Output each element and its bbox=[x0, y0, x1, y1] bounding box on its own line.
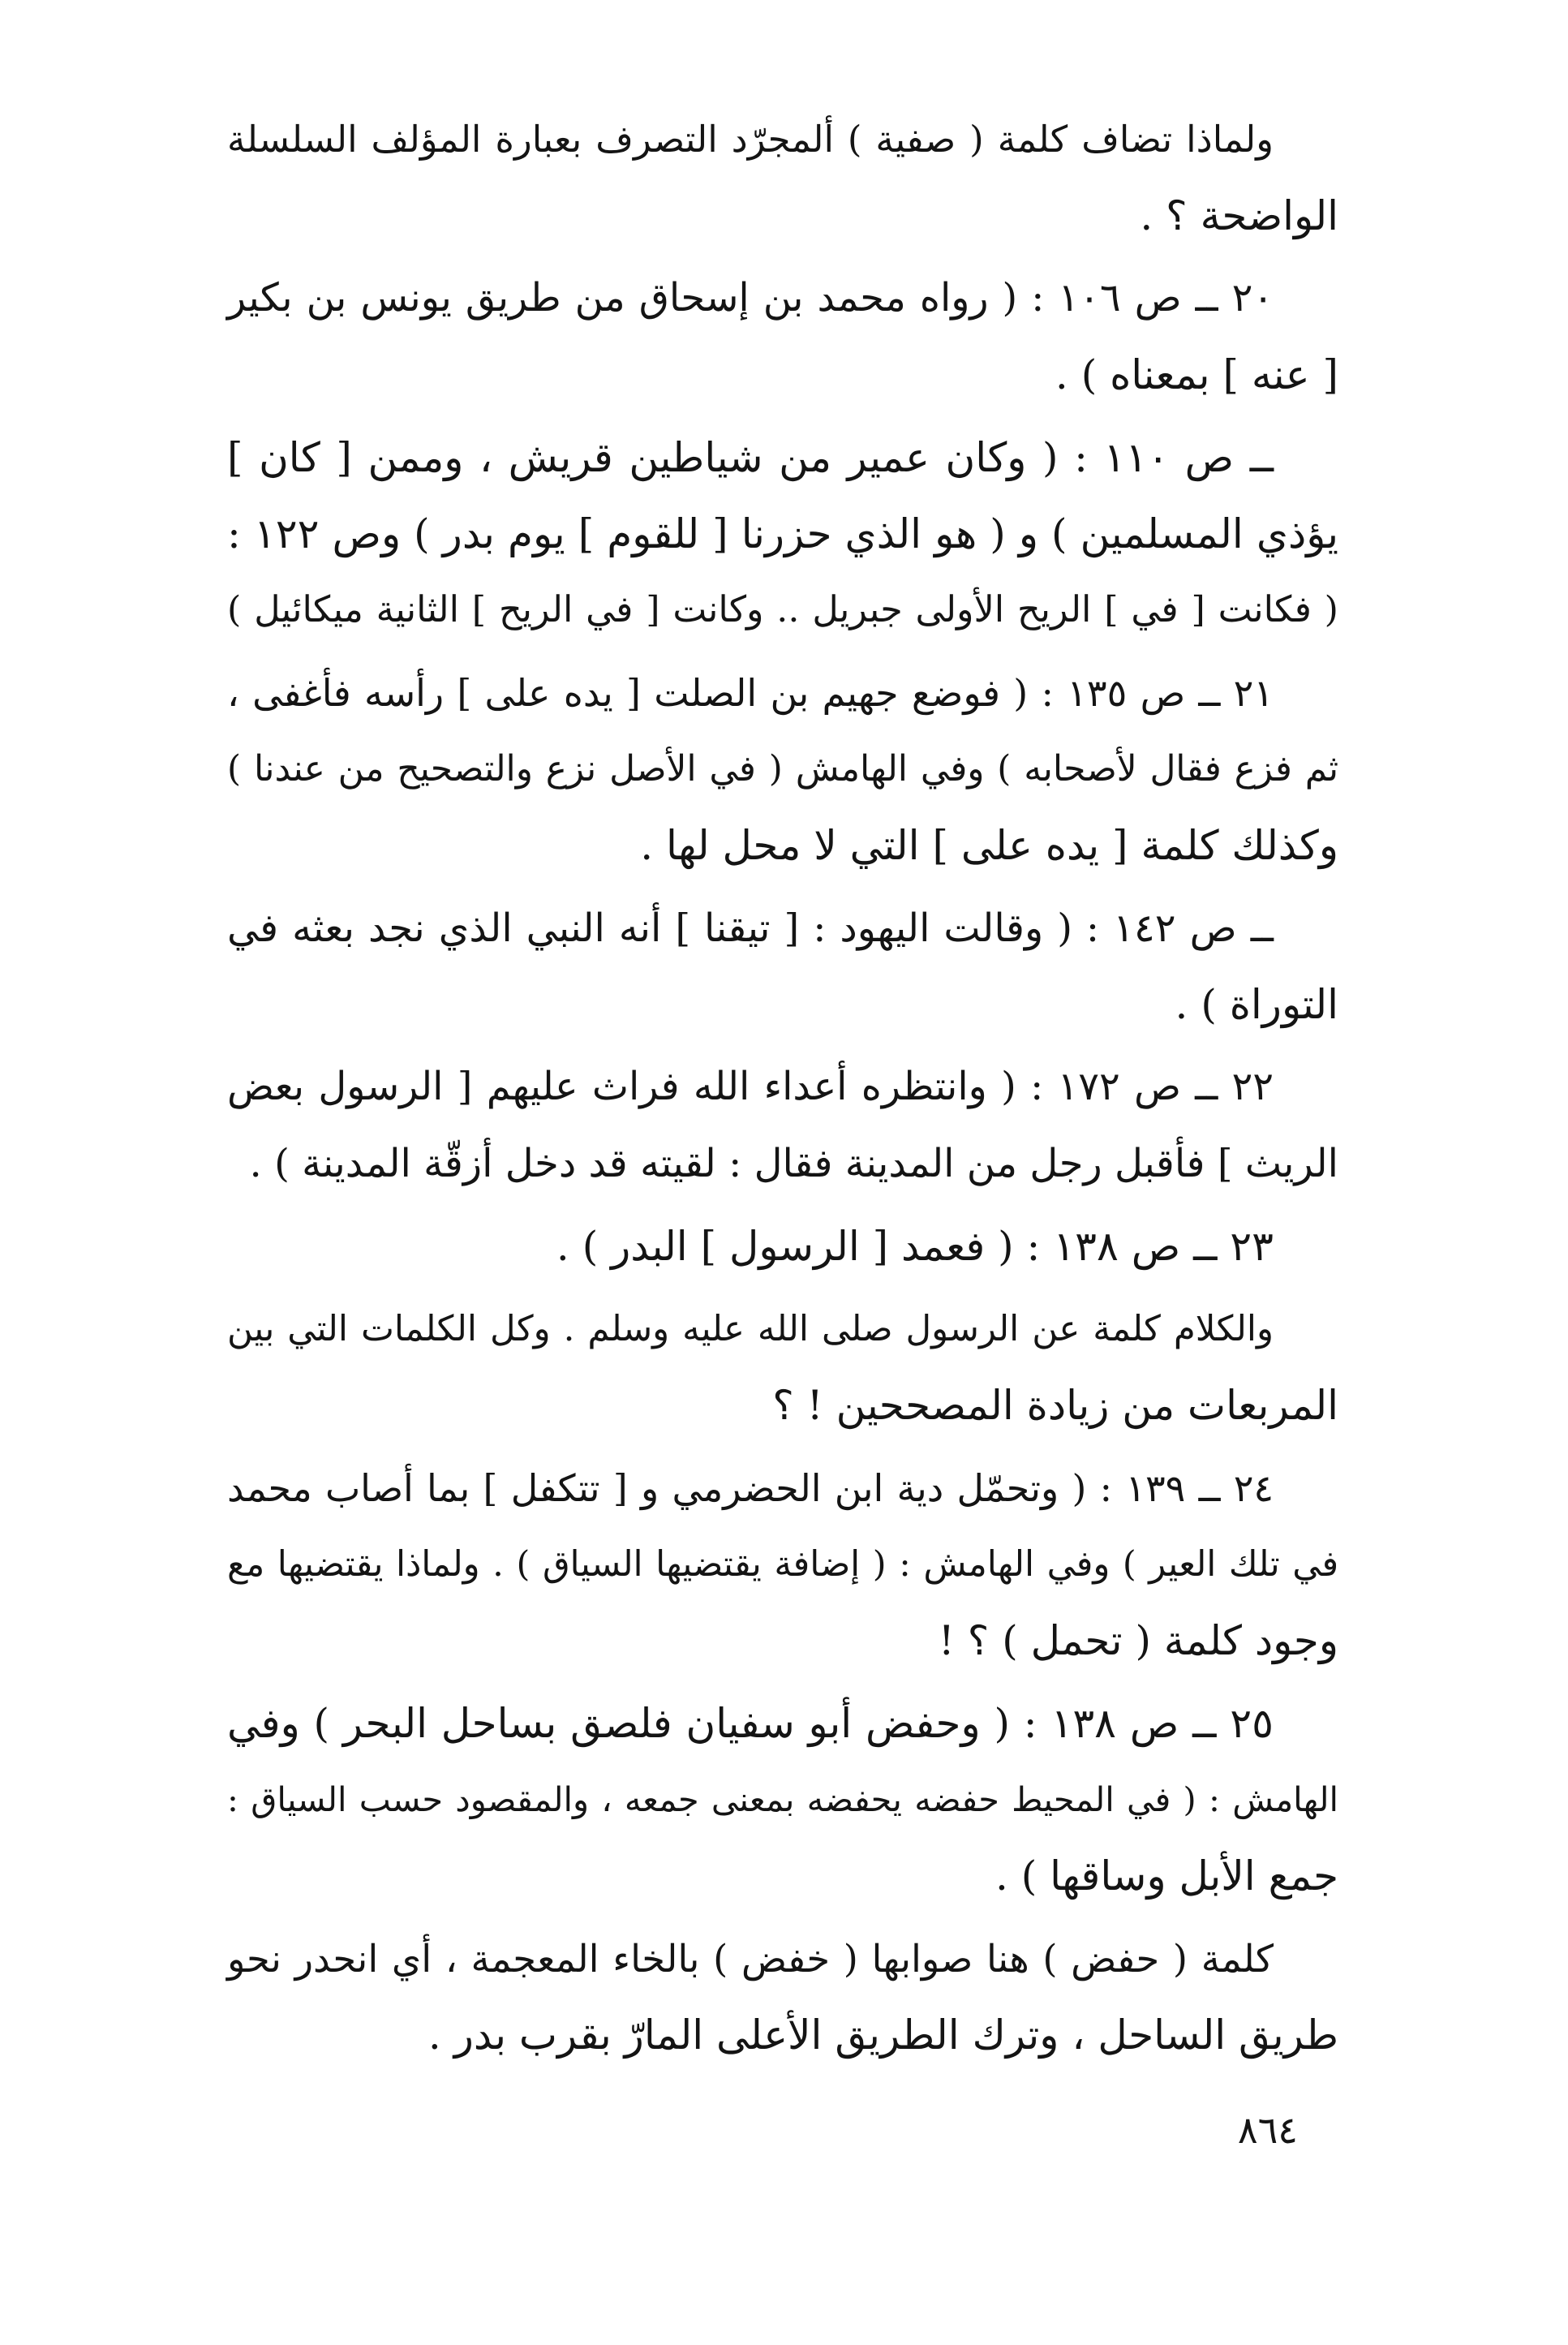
text-line: ــ ص ١١٠ : ( وكان عمير من شياطين قريش ، وممن [ كان ] bbox=[227, 434, 1274, 481]
text-line: الهامش : ( في المحيط حفضه يحفضه بمعنى جمعه ، والمقصود حسب السياق : bbox=[227, 1780, 1338, 1819]
text-line: ( فكانت [ في ] الريح الأولى جبريل .. وكانت [ في الريح ] الثانية ميكائيل ) bbox=[227, 589, 1338, 630]
text-line: طريق الساحل ، وترك الطريق الأعلى المارّ بقرب بدر . bbox=[427, 2012, 1338, 2059]
text-line: الريث ] فأقبل رجل من المدينة فقال : لقيته قد دخل أزقّة المدينة ) . bbox=[249, 1141, 1338, 1186]
text-line: المربعات من زيادة المصححين ! ؟ bbox=[772, 1382, 1338, 1429]
text-line: ٢٤ ــ ١٣٩ : ( وتحمّل دية ابن الحضرمي و [ تتكفل ] بما أصاب محمد bbox=[227, 1466, 1274, 1510]
paragraph-item-20 bbox=[227, 260, 1338, 413]
text-line: ولماذا تضاف كلمة ( صفية ) ألمجرّد التصرف بعبارة المؤلف السلسلة bbox=[227, 118, 1274, 161]
text-line: يؤذي المسلمين ) و ( هو الذي حزرنا [ للقوم ] يوم بدر ) وص ١٢٢ : bbox=[227, 510, 1338, 557]
text-line: والكلام كلمة عن الرسول صلى الله عليه وسلم . وكل الكلمات التي بين bbox=[227, 1309, 1274, 1349]
text-line: ٢٥ ــ ص ١٣٨ : ( وحفض أبو سفيان فلصق بساحل البحر ) وفي bbox=[227, 1700, 1274, 1747]
paragraph-item-24 bbox=[227, 1450, 1338, 1679]
text-line: وجود كلمة ( تحمل ) ؟ ! bbox=[938, 1617, 1338, 1664]
text-line: ٢٠ ــ ص ١٠٦ : ( رواه محمد بن إسحاق من طريق يونس بن بكير bbox=[227, 276, 1274, 321]
paragraph-page-142 bbox=[227, 890, 1338, 1043]
text-line: جمع الأبل وساقها ) . bbox=[994, 1852, 1338, 1900]
paragraph-safia bbox=[227, 101, 1338, 254]
text-line: [ عنه ] بمعناه ) . bbox=[1055, 351, 1338, 398]
page-body bbox=[227, 101, 1338, 2276]
text-line: ٢١ ــ ص ١٣٥ : ( فوضع جهيم بن الصلت [ يده على ] رأسه فأغفى ، bbox=[227, 671, 1274, 715]
paragraph-commentary bbox=[227, 1291, 1338, 1444]
text-line: كلمة ( حفض ) هنا صوابها ( خفض ) بالخاء المعجمة ، أي انحدر نحو bbox=[227, 1937, 1274, 1981]
text-line: الواضحة ؟ . bbox=[1140, 192, 1338, 239]
page-number: ٨٦٤ bbox=[1237, 2108, 1298, 2152]
paragraph-item-23 bbox=[227, 1208, 1338, 1284]
paragraph-item-22 bbox=[227, 1049, 1338, 1202]
paragraph-page-110 bbox=[227, 420, 1338, 648]
paragraph-item-21 bbox=[227, 655, 1338, 884]
paragraph-correction bbox=[227, 1921, 1338, 2073]
text-line: ٢٢ ــ ص ١٧٢ : ( وانتظره أعداء الله فراث عليهم [ الرسول بعض bbox=[227, 1065, 1274, 1109]
text-line: ــ ص ١٤٢ : ( وقالت اليهود : [ تيقنا ] أنه النبي الذي نجد بعثه في bbox=[227, 906, 1274, 951]
text-line: في تلك العير ) وفي الهامش : ( إضافة يقتضيها السياق ) . ولماذا يقتضيها مع bbox=[227, 1544, 1338, 1585]
text-line: وكذلك كلمة [ يده على ] التي لا محل لها . bbox=[640, 822, 1338, 869]
text-line: التوراة ) . bbox=[1175, 981, 1338, 1028]
text-line: ٢٣ ــ ص ١٣٨ : ( فعمد [ الرسول ] البدر ) . bbox=[556, 1223, 1274, 1270]
paragraph-item-25 bbox=[227, 1685, 1338, 1914]
text-line: ثم فزع فقال لأصحابه ) وفي الهامش ( في الأصل نزع والتصحيح من عندنا ) bbox=[227, 748, 1338, 790]
